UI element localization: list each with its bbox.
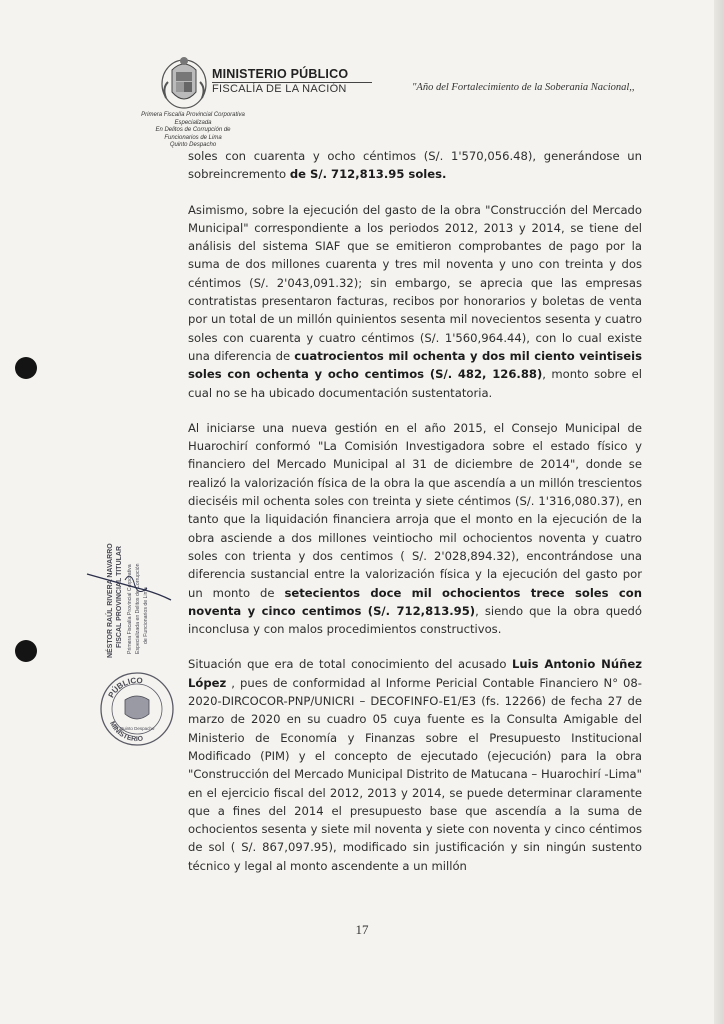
paragraph: Situación que era de total conocimiento del acusado Luis Antonio Núñez López , pues de conformidad al Informe Pericial Contable Financiero N° 08-2020-DIRCOCOR-PNP/UNICRI – DECOFINFO-E1/E3 (fs. 12266) de fecha 27 de marzo de 2020 en su cuadro 05 cuya fuente es la Consulta Amigable del Ministerio de Economía y Finanzas sobre el Presupuesto Institucional Modificado (PIM) y el concepto de ejecutado (ejecución) para la obra "Construcción del Mercado Municipal Distrito de Matucana – Huarochirí -Lima" en el ejercicio fiscal del 2012, 2013 y 2014, se puede determinar claramente que a fines del 2014 el presupuesto base que ascendía a la suma de ochocientos sesenta y siete mil noventa y siete con noventa y cinco céntimos de sol ( S/. 867,097.95), modificado sin justificación y sin ningún sustento técnico y legal al monto ascendente a un millón	[188, 657, 642, 873]
punch-hole	[15, 357, 37, 379]
office-line: En Delitos de Corrupción de Funcionarios de Lima	[155, 127, 231, 141]
seal-top-text: PÚBLICO	[106, 675, 144, 700]
office-line: Primera Fiscalía Provincial Corporativa Especializada	[141, 112, 245, 126]
stamp-line: NÉSTOR RAÚL RIVERA NAVARRO	[107, 543, 114, 658]
paragraph: Asimismo, sobre la ejecución del gasto de la obra "Construcción del Mercado Municipal" correspondiente a los periodos 2012, 2013 y 2014, se tiene del análisis del sistema SIAF que se emitieron comprobantes de pago por la suma de dos millones cuarenta y tres mil noventa y uno con treinta y dos céntimos (S/. 2'043,091.32); sin embargo, se aprecia que las empresas contratistas presentaron facturas, recibos por honorarios y boletas de venta por un total de un millón quinientos sesenta mil novecientos sesenta y cuatro soles con cuarenta y cuatro céntimos (S/. 1'560,964.44), con lo cual existe una diferencia de cuatrocientos mil ochenta y dos mil ciento veintiseis soles con ochenta y ocho centimos (S/. 482, 126.88), monto sobre el cual no se ha ubicado documentación sustentatoria.	[188, 202, 642, 400]
ministry-header	[212, 68, 372, 95]
paragraph: soles con cuarenta y ocho céntimos (S/. 1'570,056.48), generándose un sobreincremento de S/. 712,813.95 soles.	[188, 149, 642, 182]
document-body	[188, 147, 642, 892]
seal-bottom-text: MINISTERIO	[108, 720, 144, 744]
paragraph: Al iniciarse una nueva gestión en el año 2015, el Consejo Municipal de Huarochirí conformó "La Comisión Investigadora sobre el estado físico y financiero del Mercado Municipal al 31 de diciembre de 2014", donde se realizó la valorización física de la obra la que ascendía a un millón trescientos dieciséis mil ochenta soles con treinta y siete céntimos (S/. 1'316,080.37), en tanto que la liquidación financiera arroja que el monto en la ejecución de la obra asciende a dos millones veintiocho mil ochocientos noventa y cuatro soles con trienta y dos centimos ( S/. 2'028,894.32), encontrándose una diferencia sustancial entre la valorización física y la ejecución del gasto por un monto de setecientos doce mil ochocientos trece soles con noventa y cinco centimos (S/. 712,813.95), siendo que la obra quedó inconclusa y con malos procedimientos constructivos.	[188, 420, 642, 637]
signature	[85, 560, 175, 610]
stamp-line: Especializada en Delitos de Corrupción	[135, 563, 141, 654]
round-seal	[98, 670, 176, 748]
ministry-title: MINISTERIO PÚBLICO	[212, 68, 372, 83]
stamp-line: Primera Fiscalía Provincial Corporativa	[127, 564, 133, 654]
ministry-subtitle: FISCALÍA DE LA NACIÓN	[212, 83, 347, 95]
coat-of-arms-icon	[158, 52, 210, 112]
seal-center-text: Quinto Despacho	[119, 726, 155, 731]
stamp-line: FISCAL PROVINCIAL TITULAR	[116, 545, 123, 648]
stamp-line: de Funcionarios de Lima	[143, 587, 149, 644]
office-line: Quinto Despacho	[169, 142, 217, 148]
year-motto: "Año del Fortalecimiento de la Soberania Nacional,,	[412, 82, 635, 93]
office-name	[138, 112, 248, 150]
page-number: 17	[355, 922, 369, 937]
punch-hole	[15, 640, 37, 662]
paper-edge	[714, 0, 724, 1024]
